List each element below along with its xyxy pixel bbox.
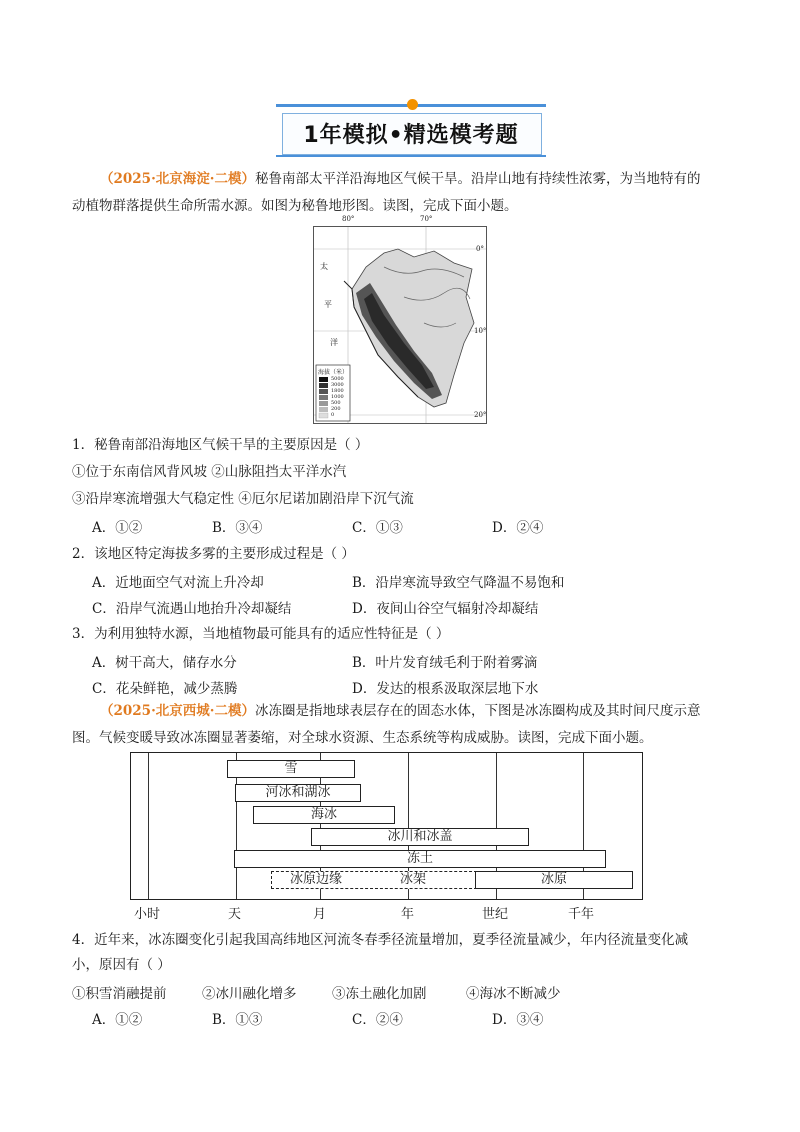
- option-d[interactable]: D．②④: [492, 520, 544, 536]
- axis-tick: 月: [313, 907, 327, 922]
- bar-frozen-ground: 冻土: [234, 850, 606, 868]
- source-tag: （2025·北京西城·二模）: [100, 703, 255, 719]
- question-4-stem-cont: 小，原因有（ ）: [72, 957, 171, 973]
- bar-glaciers-ice-sheets: 冰川和冰盖: [311, 828, 529, 846]
- bar-sea-ice: 海冰: [253, 806, 395, 824]
- legend-value: 1800: [331, 388, 344, 394]
- bar-river-lake-ice: 河冰和湖冰: [235, 784, 361, 802]
- axis-tick: 年: [401, 907, 415, 922]
- lon-label: 70°: [420, 215, 433, 223]
- cryosphere-timescale-diagram: [130, 752, 643, 900]
- legend-value: 0: [331, 412, 335, 418]
- source-tag: （2025·北京海淀·二模）: [100, 171, 255, 187]
- lat-label: 0°: [476, 245, 484, 253]
- option-c[interactable]: C．沿岸气流遇山地抬升冷却凝结: [92, 601, 292, 617]
- ocean-label: 太: [320, 262, 328, 271]
- ocean-label: 洋: [330, 338, 338, 347]
- legend-value: 3000: [331, 382, 344, 388]
- scale-line-hour: [148, 753, 149, 899]
- title-banner: [276, 104, 546, 156]
- option-a[interactable]: A．近地面空气对流上升冷却: [92, 575, 264, 591]
- page-title: 1年模拟•精选模考题: [303, 123, 519, 148]
- option-d[interactable]: D．夜间山谷空气辐射冷却凝结: [352, 601, 539, 617]
- option-a[interactable]: A．①②: [92, 520, 143, 536]
- bar-label: 冰架: [400, 872, 427, 887]
- intro-paragraph-1: [72, 166, 730, 220]
- axis-tick: 千年: [568, 907, 595, 922]
- intro-text-line: 秘鲁南部太平洋沿海地区气候干旱。沿岸山地有持续性浓雾，为当地特有的: [254, 171, 701, 187]
- banner-bottom-line: [276, 155, 546, 157]
- lat-label: 20°: [474, 411, 487, 419]
- bar-ice-shelf-margin: [271, 871, 477, 889]
- question-1-statement: ③沿岸寒流增强大气稳定性 ④厄尔尼诺加剧沿岸下沉气流: [72, 491, 414, 507]
- question-4-statement: ②冰川融化增多: [202, 986, 297, 1002]
- question-4-statement: ①积雪消融提前: [72, 986, 167, 1002]
- axis-tick: 小时: [134, 907, 161, 922]
- option-c[interactable]: C．花朵鲜艳，减少蒸腾: [92, 681, 238, 697]
- question-4-stem: 4．近年来，冰冻圈变化引起我国高纬地区河流冬春季径流量增加，夏季径流量减少，年内径流量变化减: [72, 932, 689, 948]
- legend-value: 1000: [331, 394, 344, 400]
- option-b[interactable]: B．叶片发育绒毛利于附着雾滴: [352, 655, 538, 671]
- option-d[interactable]: D．③④: [492, 1012, 544, 1028]
- intro-paragraph-2: [72, 698, 730, 752]
- option-a[interactable]: A．树干高大，储存水分: [92, 655, 237, 671]
- intro-text-line: 动植物群落提供生命所需水源。如图为秘鲁地形图。读图，完成下面小题。: [72, 198, 518, 214]
- option-d[interactable]: D．发达的根系汲取深层地下水: [352, 681, 539, 697]
- lat-label: 10°: [474, 327, 487, 335]
- option-c[interactable]: C．②④: [352, 1012, 403, 1028]
- bar-label: 冰原边缘: [290, 872, 343, 887]
- question-2-stem: 2．该地区特定海拔多雾的主要形成过程是（ ）: [72, 546, 355, 562]
- option-a[interactable]: A．①②: [92, 1012, 143, 1028]
- question-3-stem: 3．为利用独特水源，当地植物最可能具有的适应性特征是（ ）: [72, 626, 450, 642]
- question-1-statement: ①位于东南信风背风坡 ②山脉阻挡太平洋水汽: [72, 464, 347, 480]
- legend-value: 500: [331, 400, 341, 406]
- intro-text-line: 图。气候变暖导致冰冻圈显著萎缩，对全球水资源、生态系统等构成威胁。读图，完成下面小题。: [72, 730, 653, 746]
- option-b[interactable]: B．③④: [212, 520, 263, 536]
- question-1-stem: 1．秘鲁南部沿海地区气候干旱的主要原因是（ ）: [72, 437, 369, 453]
- axis-tick: 世纪: [482, 907, 509, 922]
- peru-topographic-map: [313, 215, 487, 424]
- option-b[interactable]: B．沿岸寒流导致空气降温不易饱和: [352, 575, 565, 591]
- legend-value: 200: [331, 406, 341, 412]
- option-c[interactable]: C．①③: [352, 520, 403, 536]
- intro-text-line: 冰冻圈是指地球表层存在的固态水体，下图是冰冻圈构成及其时间尺度示意: [254, 703, 701, 719]
- option-b[interactable]: B．①③: [212, 1012, 263, 1028]
- bar-snow: 雪: [227, 760, 355, 778]
- question-4-statement: ③冻土融化加剧: [332, 986, 427, 1002]
- legend-title: 海拔（米）: [318, 369, 349, 376]
- legend-value: 5000: [331, 376, 344, 382]
- lon-label: 80°: [342, 215, 355, 223]
- banner-dot: [407, 99, 418, 110]
- axis-tick: 天: [228, 907, 242, 922]
- bar-ice-field: 冰原: [475, 871, 633, 889]
- question-4-statement: ④海冰不断减少: [466, 986, 561, 1002]
- ocean-label: 平: [324, 300, 332, 309]
